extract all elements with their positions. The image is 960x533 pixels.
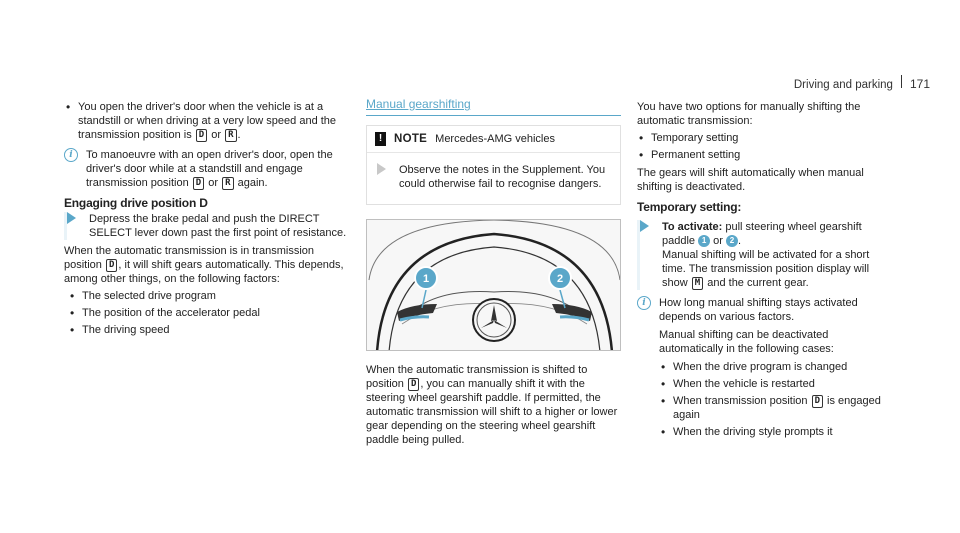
key-d-icon: D (408, 378, 419, 391)
text: How long manual shifting stays activated depends on various factors. (659, 297, 858, 323)
text: , it will shift gears automatically. This depends, among other things, on the following factors: (64, 259, 344, 285)
text: Manual shifting will be activated for a short time. The transmission position display will show (662, 249, 870, 289)
list-item: • The position of the accelerator pedal (64, 306, 352, 320)
action-step (377, 163, 610, 191)
key-d-icon: D (196, 129, 207, 142)
list-item: • When the drive program is changed (659, 360, 895, 374)
list-item: • When the driving style prompts it (659, 425, 895, 439)
list-item: • The driving speed (64, 323, 352, 337)
action-step (64, 212, 352, 240)
page-header (794, 75, 930, 92)
text: Manual shifting can be deactivated automatically in the following cases: (659, 329, 834, 355)
subheading: Temporary setting: (637, 200, 742, 214)
header-divider (901, 75, 902, 88)
steering-wheel-illustration (366, 219, 621, 351)
section-title: Manual gearshifting (366, 97, 621, 116)
list-item: • Permanent setting (637, 148, 895, 162)
text: and the current gear. (704, 277, 809, 289)
text: To activate: (662, 221, 723, 233)
info-note (64, 148, 352, 190)
text: When the automatic transmission is shifted to position (366, 364, 588, 390)
warning-header (367, 126, 620, 153)
info-note (637, 296, 895, 439)
text: You open the driver's door when the vehicle is at a standstill or when driving at a very low speed and the transmission position is (78, 101, 337, 141)
page-number: 171 (909, 77, 930, 91)
text: When transmission position (673, 395, 811, 407)
callout-2-icon: 2 (726, 235, 738, 247)
paragraph (64, 244, 352, 286)
callout-1-icon: 1 (698, 235, 710, 247)
key-r-icon: R (225, 129, 236, 142)
text: Observe the notes in the Supplement. You could otherwise fail to recognise dangers. (399, 164, 606, 190)
text: again. (234, 177, 268, 189)
callout-2: 2 (556, 273, 564, 285)
section-name: Driving and parking (793, 79, 893, 91)
paragraph: You have two options for manually shifting the automatic transmission: (637, 101, 861, 127)
text: When the automatic transmission is in transmission position (64, 245, 315, 271)
paragraph: The gears will shift automatically when manual shifting is deactivated. (637, 167, 864, 193)
arrow-right-icon (67, 212, 76, 224)
text: To manoeuvre with an open driver's door, open the driver's door while at a standstill and engage transmission position (86, 149, 333, 189)
arrow-right-icon (640, 220, 649, 232)
note-label: NOTE (394, 133, 428, 145)
info-icon: i (64, 148, 78, 162)
text: or (205, 177, 222, 189)
list-item: • Temporary setting (637, 131, 895, 145)
key-r-icon: R (222, 177, 233, 190)
subheading: Engaging drive position D (64, 196, 208, 210)
note-subject: Mercedes-AMG vehicles (435, 133, 555, 145)
text: pull steering wheel gearshift paddle (662, 221, 862, 247)
info-icon: i (637, 296, 651, 310)
key-m-icon: M (692, 277, 703, 290)
arrow-right-icon (377, 163, 386, 175)
text: is engaged again (673, 395, 881, 421)
column-middle (366, 97, 621, 447)
key-d-icon: D (106, 259, 117, 272)
text: , you can manually shift it with the steering wheel gearshift paddle. If permitted, the automatic transmission will shift to a higher or lower gear depending on the steering wheel gearshift paddle being pulled. (366, 378, 618, 446)
callout-1: 1 (422, 273, 430, 285)
figure-caption (366, 363, 621, 447)
text: Depress the brake pedal and push the DIRECT SELECT lever down past the first point of resistance. (89, 213, 347, 239)
column-left (64, 100, 352, 340)
steering-wheel-image (367, 220, 621, 351)
key-d-icon: D (812, 395, 823, 408)
list-item: • The selected drive program (64, 289, 352, 303)
column-right (637, 100, 895, 445)
list-item: • When the vehicle is restarted (659, 377, 895, 391)
warning-note (366, 125, 621, 205)
warning-body (367, 153, 620, 204)
text: or (710, 235, 726, 247)
action-step (637, 220, 895, 290)
key-d-icon: D (193, 177, 204, 190)
list-item (64, 100, 352, 142)
warning-icon: ! (375, 132, 386, 146)
list-item (659, 394, 895, 422)
text: . (237, 129, 241, 141)
text: . (738, 235, 742, 247)
text: or (208, 129, 225, 141)
